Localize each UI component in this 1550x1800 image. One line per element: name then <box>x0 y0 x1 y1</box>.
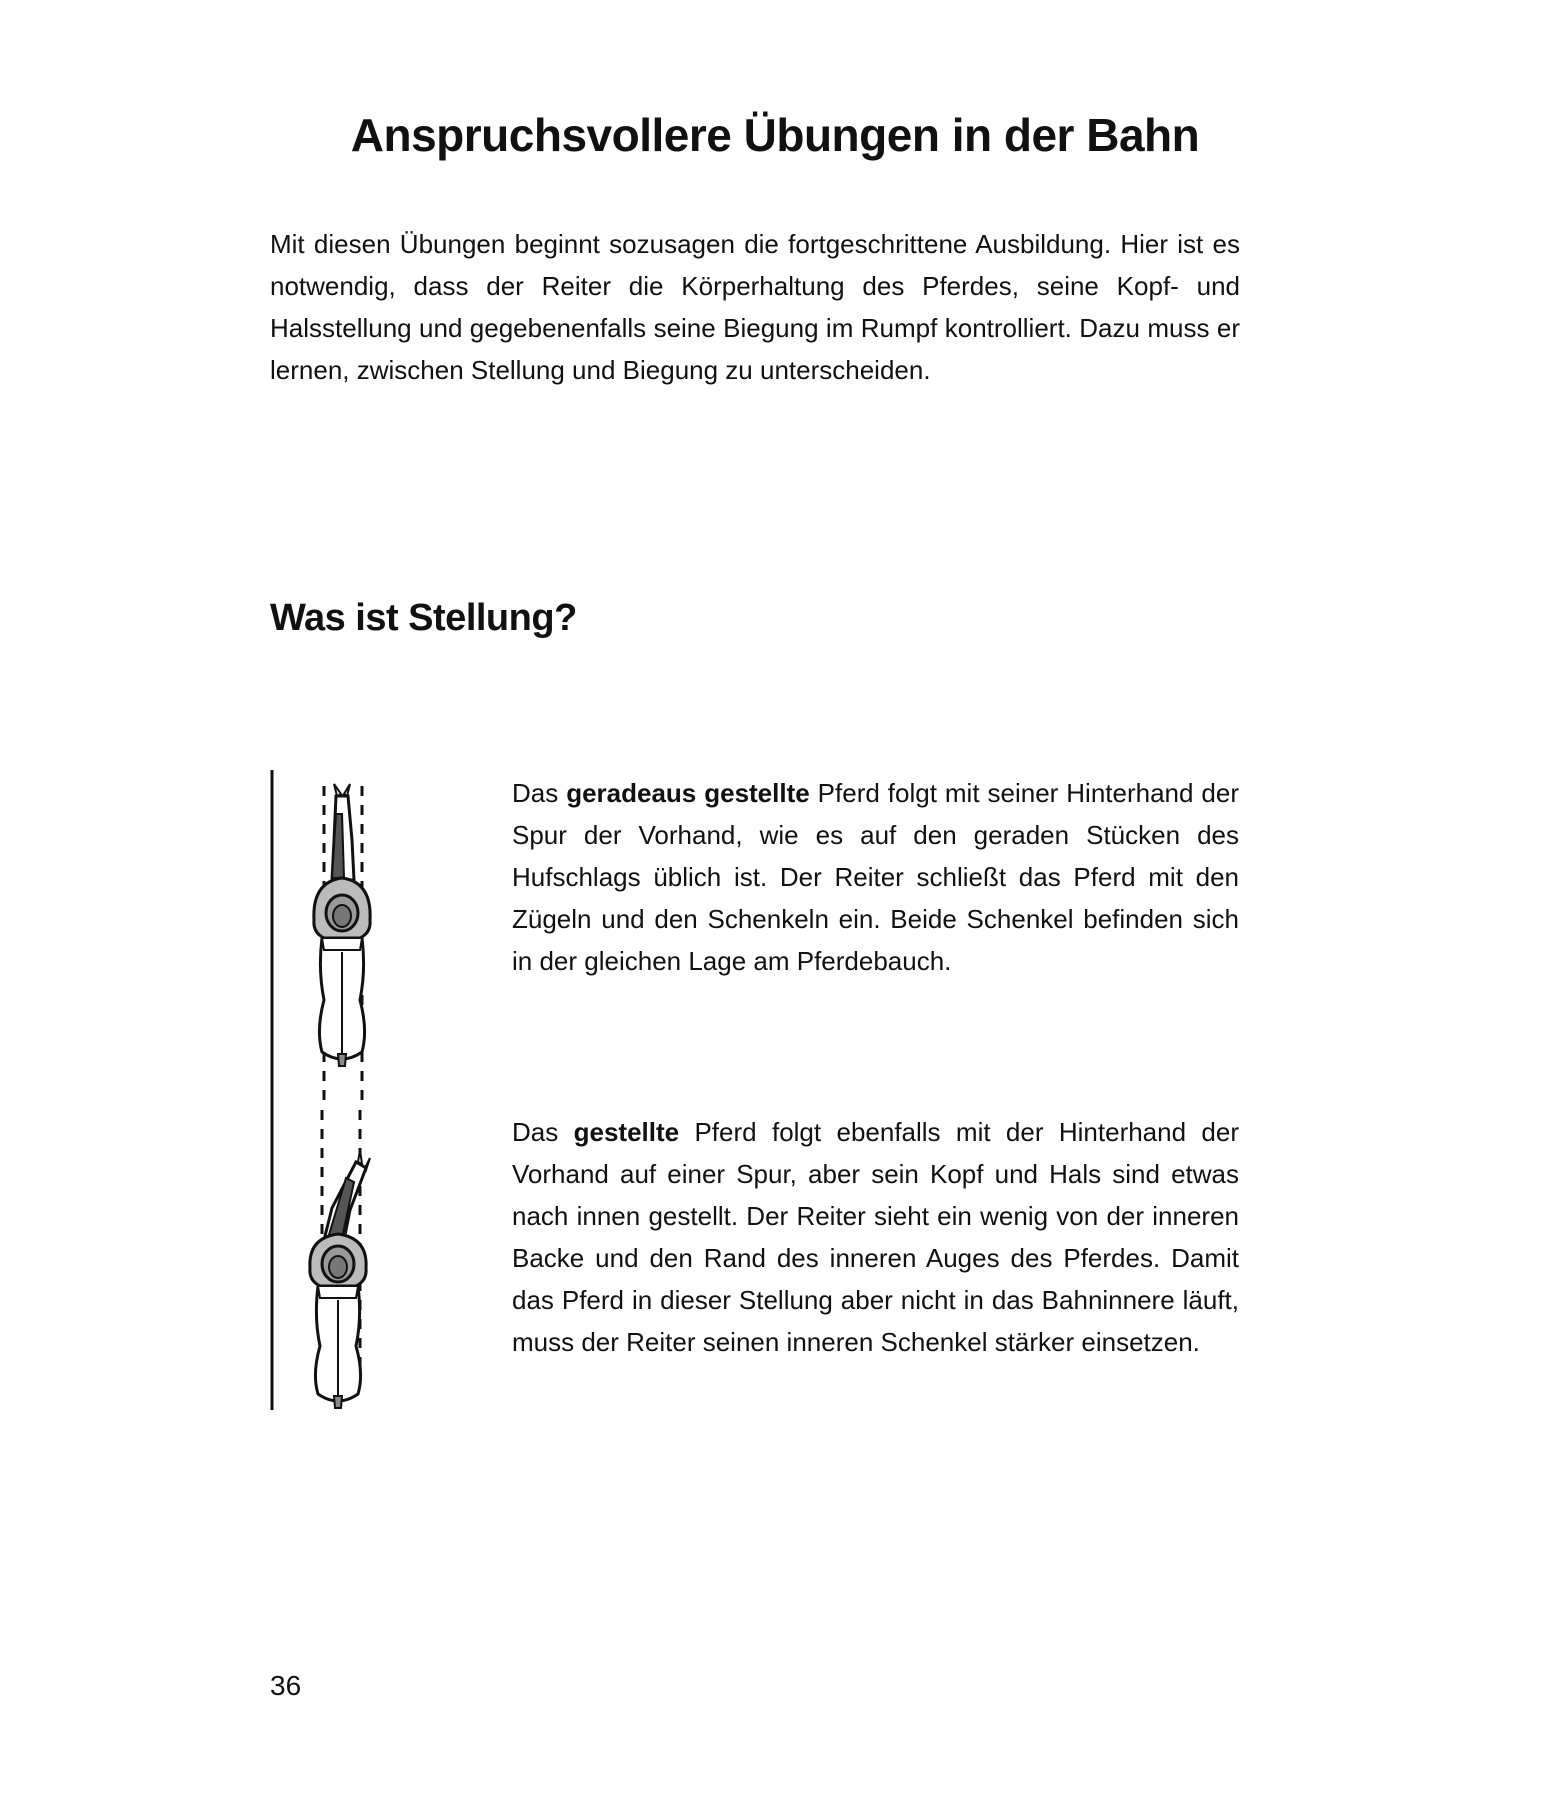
paragraph-straight-before: Das <box>512 778 567 808</box>
paragraph-straight-after: Pferd folgt mit seiner Hinterhand der Spur der Vorhand, wie es auf den geraden Stücken des Hufschlags üblich ist. Der Reiter schließt das Pferd mit den Zügeln und den Schenkeln ein. Beide Schenkel befinden sich in der gleichen Lage am Pferdebauch. <box>512 778 1239 976</box>
horse-rider-illustration <box>262 770 422 1410</box>
intro-paragraph: Mit diesen Übungen beginnt sozusagen die fortgeschrittene Ausbildung. Hier ist es notwendig, dass der Reiter die Körperhaltung des Pferdes, seine Kopf- und Halsstellung und gegebenenfalls seine Biegung im Rumpf kontrolliert. Dazu muss er lernen, zwischen Stellung und Biegung zu unterscheiden. <box>270 229 1240 385</box>
page-title: Anspruchsvollere Übungen in der Bahn <box>350 109 1200 161</box>
page-number: 36 <box>270 1670 302 1701</box>
paragraph-positioned-after: Pferd folgt ebenfalls mit der Hinterhand der Vorhand auf einer Spur, aber sein Kopf und Hals sind etwas nach innen gestellt. Der Reiter sieht ein wenig von der inneren Backe und den Rand des inneren Auges des Pferdes. Damit das Pferd in dieser Stellung aber nicht in das Bahninnere läuft, muss der Reiter seinen inneren Schenkel stärker einsetzen. <box>512 1117 1240 1357</box>
section-heading: Was ist Stellung? <box>270 597 577 639</box>
paragraph-positioned <box>512 1111 1239 1363</box>
paragraph-straight <box>512 772 1239 982</box>
paragraph-positioned-bold: gestellte <box>573 1117 680 1147</box>
paragraph-straight-bold: geradeaus gestellte <box>566 778 810 808</box>
paragraph-positioned-before: Das <box>512 1117 574 1147</box>
